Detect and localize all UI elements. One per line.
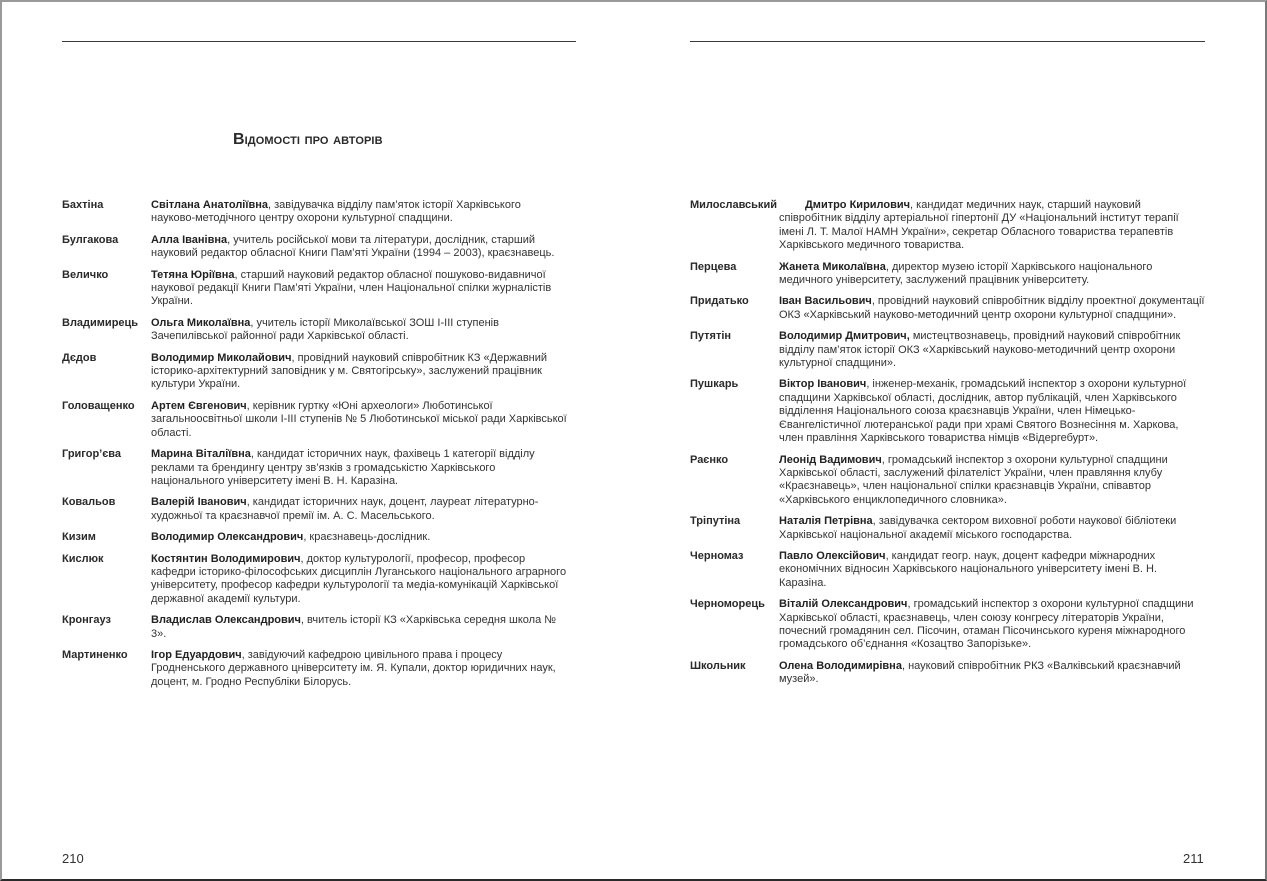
author-details: мистецтвознавець, провідний науковий співробітник відділу пам’яток історії ОКЗ «Харківський науково-методичний центр охорони культурної спадщини». <box>779 330 1181 370</box>
author-surname: Кронгауз <box>62 614 111 627</box>
author-entry <box>690 378 1205 445</box>
author-description <box>779 295 1205 322</box>
author-details: , кандидат історичних наук, доцент, лауреат літературно-художньої та краєзнавчої премії ім. А. С. Масельського. <box>151 496 539 522</box>
author-surname: Черномаз <box>690 549 744 562</box>
page-number: 210 <box>62 851 84 866</box>
author-details: , краєзнавець-дослідник. <box>303 531 431 544</box>
author-name: Валерій Іванович <box>151 496 247 509</box>
author-description <box>779 261 1205 288</box>
author-details: , завідувачка сектором виховної роботи наукової бібліотеки Харківської національної академії міського господарства. <box>779 515 1177 541</box>
author-name: Тетяна Юріївна <box>151 268 235 281</box>
author-entry <box>62 317 567 344</box>
author-entry <box>62 614 567 641</box>
author-name: Дмитро Кирилович <box>804 199 911 211</box>
author-entry <box>690 454 1205 508</box>
author-description <box>151 234 567 261</box>
author-surname: Перцева <box>690 260 737 273</box>
author-name: Леонід Вадимович <box>779 453 882 466</box>
author-details: , вчитель історії КЗ «Харківська середня школа № 3». <box>151 614 557 640</box>
author-entry <box>62 269 567 309</box>
author-entry <box>690 199 1205 253</box>
authors-list-right <box>690 199 1205 695</box>
author-name: Олена Володимирівна <box>779 659 902 672</box>
author-surname: Пушкарь <box>690 378 739 391</box>
author-details: , громадський інспектор з охорони культурної спадщини Харківської області, заслужений філателіст України, член правляння клубу «Краєзнавець», член національної спілки краєзнавців України, співавтор «Харківського енциклопедичного словника». <box>779 453 1168 506</box>
section-title: Відомості про авторів <box>233 131 383 148</box>
author-name: Марина Віталіївна <box>151 448 251 461</box>
author-name: Володимир Миколайович <box>151 351 292 364</box>
author-entry <box>690 330 1205 370</box>
author-description <box>779 454 1205 508</box>
author-surname: Владимирець <box>62 316 139 329</box>
author-entry <box>690 660 1205 687</box>
author-description <box>779 598 1205 652</box>
author-name: Іван Васильович <box>779 295 872 308</box>
author-entry <box>690 550 1205 590</box>
author-details: , інженер-механік, громадський інспектор з охорони культурної спадщини Харківської області, дослідник, автор публікацій, член Харківського відділення Національного союза краєзнавців України, член Німецько-Євангелістичної лютеранської ради при храмі Святого Вознесіння м. Харкова, член правління Харківського товариства німців «Відергебурт». <box>779 378 1187 445</box>
author-entry <box>690 515 1205 542</box>
author-name: Володимир Дмитрович, <box>779 330 910 343</box>
author-surname: Школьник <box>690 659 746 672</box>
author-entry <box>690 598 1205 652</box>
author-description <box>151 352 567 392</box>
author-description <box>151 614 567 641</box>
author-entry <box>62 496 567 523</box>
author-details: , старший науковий редактор обласної пошуково-видавничої наукової редакції Книги Пам’яті України, член Національної спілки журналістів України. <box>151 268 552 308</box>
author-name: Жанета Миколаївна <box>779 260 886 273</box>
author-surname: Булгакова <box>62 233 119 246</box>
author-details: , кандидат геогр. наук, доцент кафедри міжнародних економічних відносин Харківського національного університету імені В. Н. Каразіна. <box>779 549 1158 589</box>
author-surname: Мартиненко <box>62 648 128 661</box>
author-name: Наталія Петрівна <box>779 515 873 528</box>
author-description <box>779 550 1205 590</box>
author-surname: Ковальов <box>62 496 116 509</box>
author-entry <box>62 352 567 392</box>
author-surname: Путятін <box>690 330 732 343</box>
author-name: Костянтин Володимирович <box>151 552 301 565</box>
author-details: , керівник гуртку «Юні археологи» Люботинської загальноосвітньої школи І-ІІІ ступенів № 5 Люботинської міської ради Харківської області. <box>151 399 567 439</box>
author-details: , кандидат історичних наук, фахівець 1 категорії відділу реклами та брендингу центру зв’язків з громадськістю Харківського національного університету імені В. Н. Каразіна. <box>151 448 535 487</box>
author-entry <box>62 448 567 488</box>
author-description <box>151 269 567 309</box>
author-description <box>151 199 567 226</box>
author-surname: Кизим <box>62 531 96 544</box>
author-details: , громадський інспектор з охорони культурної спадщини Харківської області, краєзнавець, член союзу конгресу літераторів України, почесний громадянин сел. Пісочин, отаман Пісочинського куреня міжнародного громадського об’єднання «Козацтво Запорізьке». <box>779 598 1194 651</box>
author-details: , завідувачка відділу пам’яток історії Харківського науково-методічного центру охорони культурної спадщини. <box>151 199 521 225</box>
author-name: Світлана Анатоліївна <box>151 199 268 211</box>
header-rule <box>62 41 576 42</box>
author-description <box>779 330 1205 370</box>
author-entry <box>62 531 567 544</box>
author-surname: Головащенко <box>62 399 135 412</box>
author-entry <box>62 234 567 261</box>
author-description <box>151 317 567 344</box>
page-number: 211 <box>1183 851 1204 866</box>
author-entry <box>62 400 567 440</box>
author-details: , директор музею історії Харківського національного медичного університету, заслужений працівник університету. <box>779 260 1153 287</box>
author-surname: Черноморець <box>690 598 765 611</box>
author-entry <box>690 295 1205 322</box>
author-description <box>151 496 567 523</box>
author-entry <box>690 261 1205 288</box>
author-description <box>151 400 567 440</box>
author-surname: Дєдов <box>62 351 97 364</box>
author-name: Віталій Олександрович <box>779 598 908 611</box>
author-description <box>779 378 1205 445</box>
author-surname: Милославський <box>690 199 777 211</box>
author-surname: Придатько <box>690 295 749 308</box>
author-surname: Кислюк <box>62 552 104 565</box>
author-description <box>779 199 1179 251</box>
author-name: Владислав Олександрович <box>151 614 301 627</box>
author-details: , учитель історії Миколаївської ЗОШ І-ІІІ ступенів Зачепилівської районної ради Харківської області. <box>151 316 499 343</box>
author-surname: Раєнко <box>690 453 729 466</box>
author-description <box>779 515 1205 542</box>
author-details: , провідний науковий співробітник відділу проектної документації ОКЗ «Харківський науково-методичний центр охорони культурної спадщини». <box>779 295 1205 321</box>
author-description <box>151 531 567 544</box>
author-details: , завідуючий кафедрою цивільного права і процесу Гродненського державного цніверситету ім. Я. Купали, доктор юридичних наук, доцент, м. Гродно Республіки Білорусь. <box>151 648 556 688</box>
author-name: Павло Олексійович <box>779 549 886 562</box>
author-entry <box>62 199 567 226</box>
header-rule <box>690 41 1205 42</box>
author-name: Володимир Олександрович <box>151 531 304 544</box>
author-description <box>151 553 567 607</box>
author-name: Артем Євгенович <box>151 399 247 412</box>
author-surname: Бахтіна <box>62 199 104 211</box>
author-details: , науковий співробітник РКЗ «Валківський краєзнавчий музей». <box>779 659 1181 686</box>
author-details: , учитель російської мови та літератури, дослідник, старший науковий редактор обласної Книги Пам’яті України (1994 – 2003), краєзнавець. <box>151 233 555 260</box>
author-description <box>151 448 567 488</box>
authors-list-left <box>62 199 567 697</box>
author-surname: Тріпутіна <box>690 515 741 528</box>
author-surname: Григор’єва <box>62 448 122 461</box>
author-details: , кандидат медичних наук, старший науковий співробітник відділу артеріальної гіпертонії ДУ «Національний інститут терапії імені Л. Т. Малої НАМН України», секретар Обласного товариства терапевтів Харківського медичного товариства. <box>779 199 1179 252</box>
author-entry <box>62 553 567 607</box>
author-entry <box>62 649 567 689</box>
author-name: Ігор Едуардович <box>151 648 242 661</box>
author-name: Ольга Миколаївна <box>151 316 251 329</box>
author-details: , доктор культурології, професор, професор кафедри історико-філософських дисциплін Луганського національного аграрного університету, професор кафедри культурології та медіа-комунікацій Харківської державної академії культури. <box>151 552 567 605</box>
author-surname: Величко <box>62 268 109 281</box>
author-details: , провідний науковий співробітник КЗ «Державний історико-архітектурний заповідник у м. Святогірську», заслужений працівник культури України. <box>151 351 548 391</box>
author-name: Віктор Іванович <box>779 378 867 391</box>
right-page <box>633 0 1267 881</box>
author-name: Алла Іванівна <box>151 233 228 246</box>
author-description <box>151 649 567 689</box>
author-description <box>779 660 1205 687</box>
left-page <box>0 0 633 881</box>
